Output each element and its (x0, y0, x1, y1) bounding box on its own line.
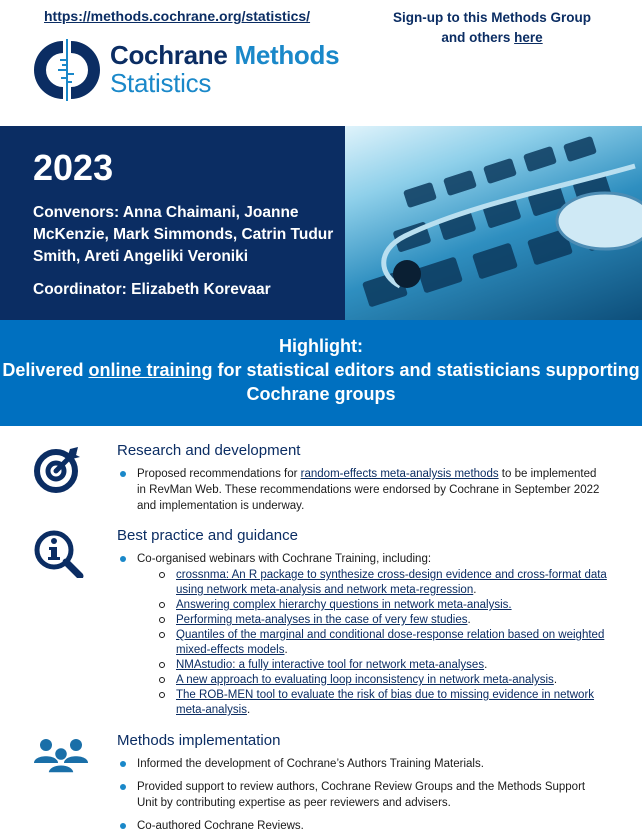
highlight-label: Highlight: (279, 336, 363, 356)
convenors-list: Convenors: Anna Chaimani, Joanne McKenzie, Mark Simmonds, Catrin Tudur Smith, Areti Angeliki Veroniki (33, 204, 334, 265)
webinar-item: Quantiles of the marginal and conditional dose-response relation based on weighted mixed-effects models. (159, 628, 613, 658)
webinar-link-hierarchy[interactable]: Answering complex hierarchy questions in network meta-analysis. (176, 599, 512, 611)
bullet-list (118, 551, 613, 722)
webinar-item (159, 598, 613, 613)
logo-cochrane: Cochrane (110, 40, 228, 70)
logo-methods: Methods (234, 40, 340, 70)
signup-notice (392, 8, 592, 48)
webinar-list (137, 568, 613, 718)
webinar-link-nmastudio[interactable]: NMAstudio: a fully interactive tool for network meta-analyses (176, 659, 485, 671)
people-group-icon (32, 732, 90, 782)
list-item: Proposed recommendations for random-effects meta-analysis methods to be implemented in RevMan Web. These recommendations were endorsed by Cochrane in September 2022 and implementation is underway. (118, 466, 608, 514)
target-icon (32, 445, 90, 495)
webinar-link-few-studies[interactable]: Performing meta-analyses in the case of very few studies (176, 614, 468, 626)
section-title: Methods implementation (117, 732, 281, 749)
webinar-item: A new approach to evaluating loop inconsistency in network meta-analysis. (159, 673, 613, 688)
hero-photo (345, 126, 642, 321)
webinar-item: NMAstudio: a fully interactive tool for network meta-analyses. (159, 658, 613, 673)
webinar-link-crossnma[interactable]: crossnma: An R package to synthesize cross-design evidence and cross-format data using network meta-analysis and network meta-regression (176, 569, 607, 596)
webinar-link-loop-inconsistency[interactable]: A new approach to evaluating loop inconsistency in network meta-analysis (176, 674, 554, 686)
online-training-link[interactable]: online training (88, 360, 213, 380)
highlight-banner (0, 320, 642, 426)
webinar-link-dose-response[interactable]: Quantiles of the marginal and conditional dose-response relation based on weighted mixed-effects models (176, 629, 605, 656)
webinar-item: Performing meta-analyses in the case of very few studies. (159, 613, 613, 628)
webinar-item: crossnma: An R package to synthesize cross-design evidence and cross-format data using network meta-analysis and network meta-regression. (159, 568, 613, 598)
methods-group-url-link[interactable]: https://methods.cochrane.org/statistics/ (44, 8, 311, 24)
bullet-list (118, 756, 608, 833)
bullet-list (118, 466, 608, 518)
section-title: Best practice and guidance (117, 527, 298, 544)
highlight-text: Delivered online training for statistical editors and statisticians supporting Cochrane groups (2, 360, 640, 404)
hero-info-panel (0, 126, 345, 321)
signup-here-link[interactable]: here (514, 30, 543, 45)
list-item: Informed the development of Cochrane’s Authors Training Materials. (118, 756, 608, 772)
signup-text: Sign-up to this Methods Group and others (393, 10, 591, 45)
random-effects-methods-link[interactable]: random-effects meta-analysis methods (300, 468, 499, 480)
list-item: Co-organised webinars with Cochrane Training, including: crossnma: An R package to synthesize cross-design evidence and cross-format data using network meta-analysis and network meta-regression. Answering complex hierarchy questions in network meta-analysis. Performing meta-analyses in the case of very few studies. Quantiles of the marginal and conditional dose-response relation based on weighted mixed-effects models. NMAstudio: a fully interactive tool for network meta-analyses. A new approach to evaluating loop inconsistency in network meta-analysis. The ROB-MEN tool to evaluate the risk of bias due to missing evidence in network meta-analysis. (118, 551, 613, 718)
webinar-item: The ROB-MEN tool to evaluate the risk of bias due to missing evidence in network meta-analysis. (159, 688, 613, 718)
logo-statistics: Statistics (110, 68, 212, 98)
report-year: 2023 (33, 147, 114, 188)
webinar-link-rob-men[interactable]: The ROB-MEN tool to evaluate the risk of bias due to missing evidence in network meta-analysis (176, 689, 595, 716)
coordinator: Coordinator: Elizabeth Korevaar (33, 281, 271, 298)
logo-wordmark (110, 41, 339, 97)
info-magnifier-icon (32, 528, 90, 578)
laptop-stethoscope-image-icon (345, 126, 642, 321)
list-item: Provided support to review authors, Cochrane Review Groups and the Methods Support Unit by contributing expertise as peer reviewers and advisers. (118, 779, 608, 811)
section-title: Research and development (117, 442, 301, 459)
list-item: Co-authored Cochrane Reviews. (118, 818, 608, 833)
cochrane-logo-icon (34, 37, 100, 103)
